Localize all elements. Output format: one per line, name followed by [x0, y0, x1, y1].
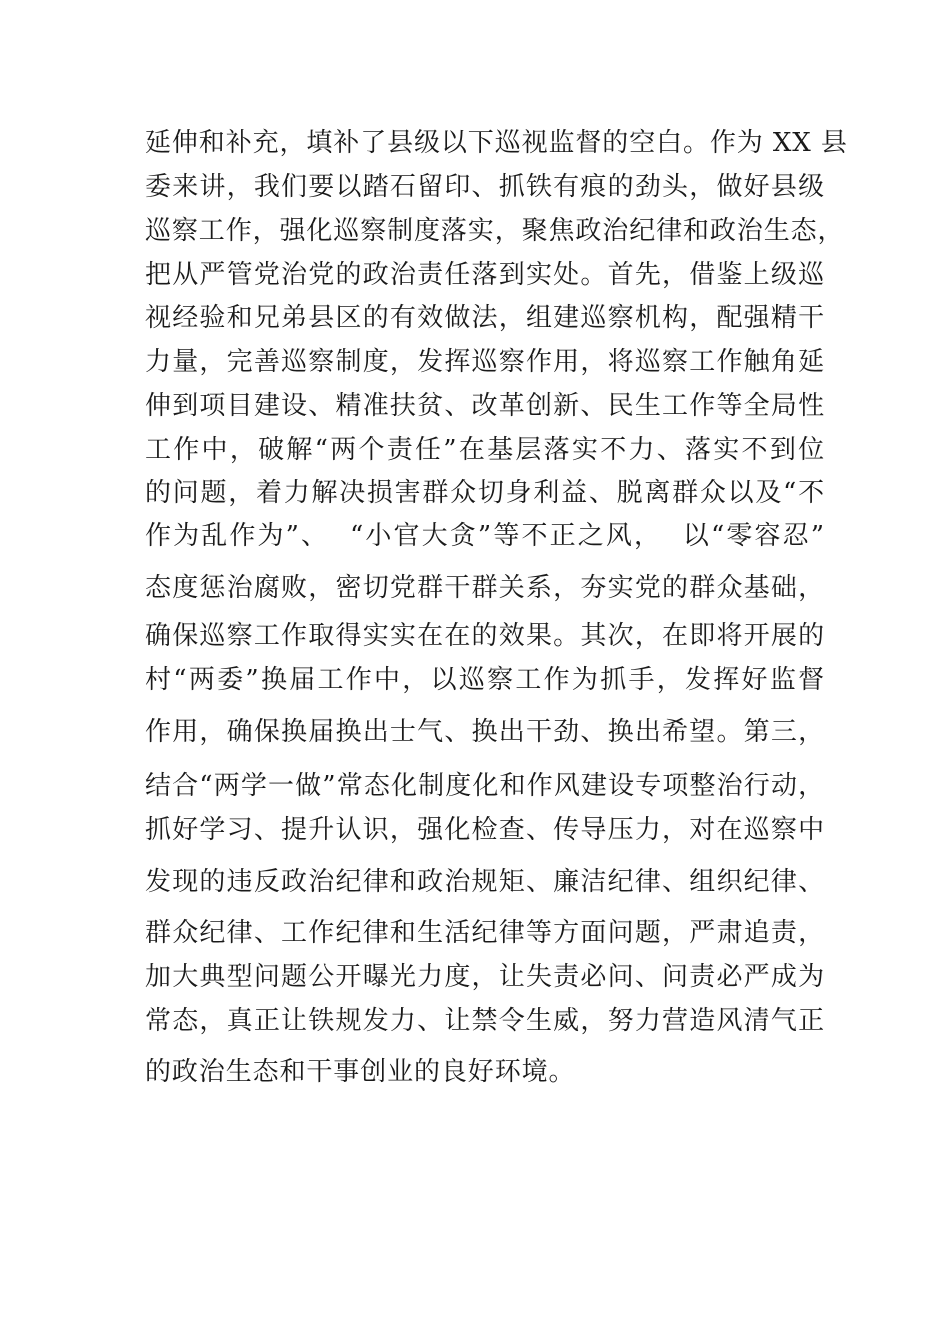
text-line: 作为乱作为”、 “小官大贪”等不正之风， 以“零容忍” — [145, 521, 825, 551]
text-line: 态度惩治腐败，密切党群干群关系，夯实党的群众基础， — [145, 573, 825, 603]
text-line: 常态，真正让铁规发力、让禁令生威，努力营造风清气正 — [145, 1006, 825, 1036]
text-line: 把从严管党治党的政治责任落到实处。首先，借鉴上级巡 — [145, 260, 825, 290]
text-line: 群众纪律、工作纪律和生活纪律等方面问题，严肃追责， — [145, 918, 825, 948]
text-line: 确保巡察工作取得实实在在的效果。其次，在即将开展的 — [145, 621, 825, 651]
text-line: 发现的违反政治纪律和政治规矩、廉洁纪律、组织纪律、 — [145, 867, 825, 897]
text-line: 工作中，破解“两个责任”在基层落实不力、落实不到位 — [145, 435, 825, 465]
text-line: 力量，完善巡察制度，发挥巡察作用，将巡察工作触角延 — [145, 347, 825, 377]
text-line: 的问题，着力解决损害群众切身利益、脱离群众以及“不 — [145, 478, 825, 508]
text-line: 作用，确保换届换出士气、换出干劲、换出希望。第三， — [145, 717, 825, 747]
text-line: 村“两委”换届工作中，以巡察工作为抓手，发挥好监督 — [145, 665, 825, 695]
text-line: 的政治生态和干事创业的良好环境。 — [145, 1057, 576, 1087]
text-line: 委来讲，我们要以踏石留印、抓铁有痕的劲头，做好县级 — [145, 172, 825, 202]
text-line: 伸到项目建设、精准扶贫、改革创新、民生工作等全局性 — [145, 391, 825, 421]
text-line: 延伸和补充，填补了县级以下巡视监督的空白。作为 XX 县 — [145, 128, 848, 158]
text-line: 视经验和兄弟县区的有效做法，组建巡察机构，配强精干 — [145, 303, 825, 333]
text-line: 结合“两学一做”常态化制度化和作风建设专项整治行动， — [145, 771, 825, 801]
text-line: 加大典型问题公开曝光力度，让失责必问、问责必严成为 — [145, 962, 825, 992]
text-line: 抓好学习、提升认识，强化检查、传导压力，对在巡察中 — [145, 815, 825, 845]
text-line: 巡察工作，强化巡察制度落实，聚焦政治纪律和政治生态， — [145, 216, 845, 246]
